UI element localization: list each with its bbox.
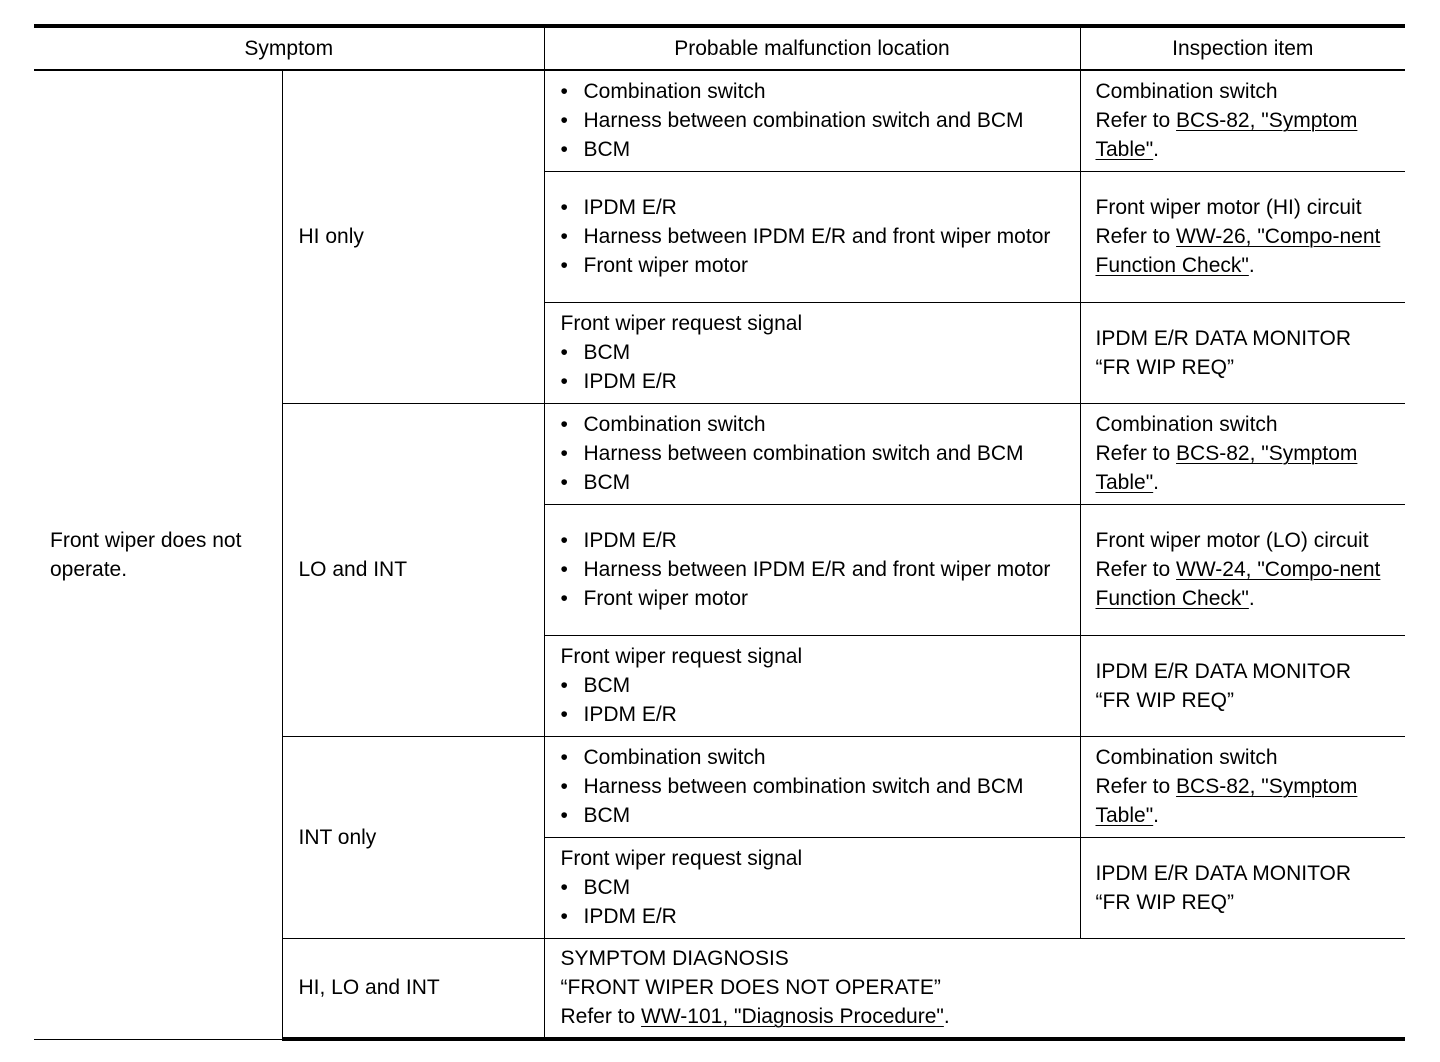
location-item: • BCM	[561, 135, 1074, 164]
inspection-ref-prefix: Refer to	[1095, 225, 1177, 248]
inspection-title: Combination switch	[1095, 413, 1278, 436]
location-item: • Combination switch	[561, 410, 1074, 439]
inspection-reference	[1096, 888, 1400, 917]
inspection-cell	[1080, 504, 1405, 635]
inspection-ref-suffix: .	[1248, 254, 1255, 277]
inspection-link[interactable]: WW-26, "Compo-nent Function Check"	[1095, 225, 1381, 277]
location-item: • IPDM E/R	[561, 367, 1074, 396]
location-title: Front wiper request signal	[560, 312, 803, 335]
location-item: • Front wiper motor	[561, 251, 1074, 280]
location-item: • Combination switch	[561, 77, 1074, 106]
inspection-reference	[1096, 353, 1400, 382]
inspection-ref-suffix: .	[1153, 804, 1160, 827]
inspection-cell	[1080, 736, 1405, 837]
diagnosis-reference	[561, 1002, 1400, 1031]
location-item: • Front wiper motor	[561, 584, 1074, 613]
inspection-link[interactable]: BCS-82, "Symptom Table"	[1095, 775, 1358, 827]
sub-symptom-text: HI only	[298, 225, 364, 249]
location-cell	[544, 70, 1080, 171]
inspection-cell	[1080, 837, 1405, 938]
inspection-ref-prefix: “FR WIP REQ”	[1095, 890, 1234, 914]
inspection-ref-suffix: .	[1248, 587, 1255, 610]
inspection-title: Front wiper motor (HI) circuit	[1095, 196, 1362, 219]
inspection-cell	[1080, 70, 1405, 171]
header-location: Probable malfunction location	[544, 26, 1080, 70]
location-item: • Harness between IPDM E/R and front wiper motor	[561, 222, 1074, 251]
inspection-reference	[1096, 772, 1400, 830]
diagnosis-link[interactable]: WW-101, "Diagnosis Procedure"	[641, 1005, 944, 1029]
location-item: • Harness between combination switch and BCM	[561, 106, 1074, 135]
inspection-link[interactable]: BCS-82, "Symptom Table"	[1095, 109, 1358, 162]
inspection-title: IPDM E/R DATA MONITOR	[1095, 326, 1352, 350]
inspection-reference	[1096, 686, 1400, 715]
sub-symptom-text: INT only	[298, 825, 377, 849]
sub-symptom-text: HI, LO and INT	[298, 976, 440, 1000]
inspection-ref-prefix: “FR WIP REQ”	[1095, 355, 1234, 379]
diagnosis-ref-prefix: Refer to	[560, 1005, 642, 1029]
inspection-reference	[1096, 555, 1400, 613]
inspection-ref-prefix: “FR WIP REQ”	[1095, 688, 1234, 712]
sub-symptom-cell	[282, 736, 544, 938]
location-cell	[544, 635, 1080, 736]
symptom-table	[34, 24, 1405, 1041]
location-title: Front wiper request signal	[560, 645, 803, 668]
location-item: • BCM	[561, 468, 1074, 497]
location-item: • BCM	[561, 873, 1074, 902]
location-item: • BCM	[561, 338, 1074, 367]
location-item: • BCM	[561, 801, 1074, 830]
inspection-title: IPDM E/R DATA MONITOR	[1095, 659, 1352, 683]
inspection-link[interactable]: BCS-82, "Symptom Table"	[1095, 442, 1358, 494]
inspection-ref-prefix: Refer to	[1095, 109, 1177, 133]
table-row	[34, 70, 1405, 171]
diagnosis-symptom: “FRONT WIPER DOES NOT OPERATE”	[560, 976, 941, 1000]
location-cell	[544, 736, 1080, 837]
location-item: • IPDM E/R	[561, 193, 1074, 222]
location-item: • IPDM E/R	[561, 526, 1074, 555]
location-item: • BCM	[561, 671, 1074, 700]
inspection-link[interactable]: WW-24, "Compo-nent Function Check"	[1095, 558, 1381, 610]
inspection-ref-prefix: Refer to	[1095, 558, 1177, 581]
symptom-text: Front wiper does not operate.	[50, 528, 242, 581]
sub-symptom-cell	[282, 70, 544, 403]
location-item: • IPDM E/R	[561, 902, 1074, 931]
inspection-ref-prefix: Refer to	[1095, 442, 1177, 465]
inspection-reference	[1096, 222, 1400, 280]
location-cell	[544, 403, 1080, 504]
diagnosis-title: SYMPTOM DIAGNOSIS	[560, 947, 789, 971]
location-item: • Harness between combination switch and BCM	[561, 772, 1074, 801]
diagnosis-ref-suffix: .	[943, 1005, 950, 1029]
inspection-reference	[1096, 106, 1400, 164]
inspection-ref-prefix: Refer to	[1095, 775, 1177, 798]
table-body	[34, 70, 1405, 1039]
symptom-cell	[34, 70, 282, 1039]
sub-symptom-cell	[282, 938, 544, 1039]
inspection-title: Combination switch	[1095, 80, 1278, 104]
location-title: Front wiper request signal	[560, 847, 803, 870]
location-item: • Harness between combination switch and BCM	[561, 439, 1074, 468]
inspection-cell	[1080, 171, 1405, 302]
location-item: • IPDM E/R	[561, 700, 1074, 729]
location-item: • Combination switch	[561, 743, 1074, 772]
inspection-cell	[1080, 302, 1405, 403]
header-symptom: Symptom	[34, 26, 544, 70]
diagnosis-cell	[544, 938, 1405, 1039]
header-inspection: Inspection item	[1080, 26, 1405, 70]
sub-symptom-text: LO and INT	[298, 558, 408, 581]
location-item: • Harness between IPDM E/R and front wiper motor	[561, 555, 1074, 584]
inspection-ref-suffix: .	[1153, 138, 1160, 162]
location-cell	[544, 171, 1080, 302]
inspection-title: IPDM E/R DATA MONITOR	[1095, 861, 1352, 885]
location-cell	[544, 837, 1080, 938]
inspection-title: Combination switch	[1095, 746, 1278, 769]
inspection-title: Front wiper motor (LO) circuit	[1095, 529, 1369, 552]
location-cell	[544, 504, 1080, 635]
header-row	[34, 26, 1405, 70]
inspection-reference	[1096, 439, 1400, 497]
inspection-ref-suffix: .	[1153, 471, 1160, 494]
location-cell	[544, 302, 1080, 403]
inspection-cell	[1080, 403, 1405, 504]
inspection-cell	[1080, 635, 1405, 736]
sub-symptom-cell	[282, 403, 544, 736]
